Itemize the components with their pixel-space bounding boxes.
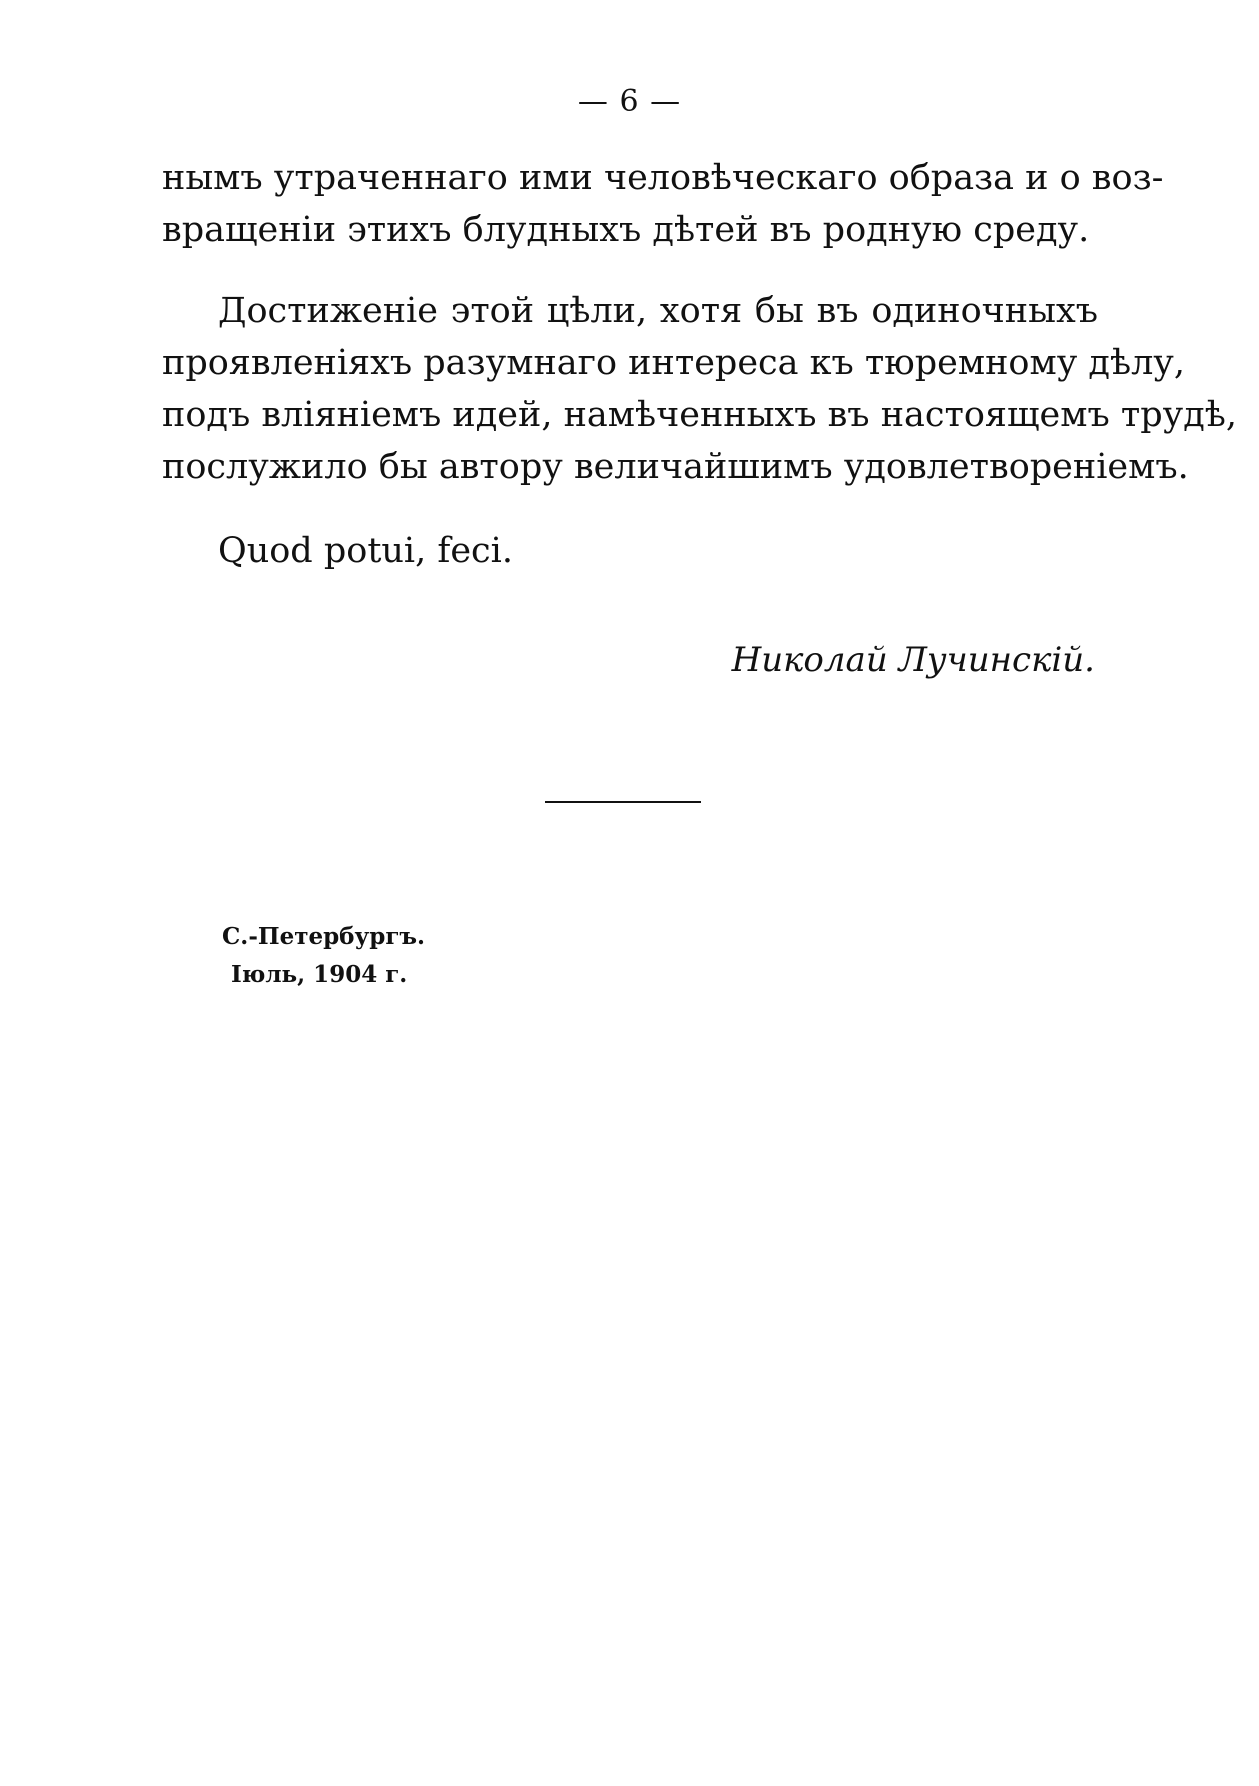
paragraph-conclusion (162, 285, 1238, 493)
paragraph-continuation (162, 152, 1164, 256)
text-line: послужило бы автору величайшимъ удовлетвореніемъ. (162, 447, 1189, 487)
text-line: Достиженіе этой цѣли, хотя бы въ одиночныхъ (218, 291, 1098, 331)
text-line: вращеніи этихъ блудныхъ дѣтей въ родную среду. (162, 210, 1090, 250)
place-of-writing: С.-Петербургъ. (222, 923, 426, 950)
author-signature: Николай Лучинскій. (731, 640, 1095, 680)
latin-motto: Quod potui, feci. (218, 531, 513, 571)
page-number: — 6 — (577, 84, 682, 119)
text-line: подъ вліяніемъ идей, намѣченныхъ въ настоящемъ трудѣ, (162, 395, 1238, 435)
text-line: нымъ утраченнаго ими человѣческаго образа и о воз- (162, 158, 1164, 198)
text-line: проявленіяхъ разумнаго интереса къ тюремному дѣлу, (162, 343, 1186, 383)
date-of-writing: Іюль, 1904 г. (231, 961, 408, 988)
section-divider (545, 801, 701, 803)
